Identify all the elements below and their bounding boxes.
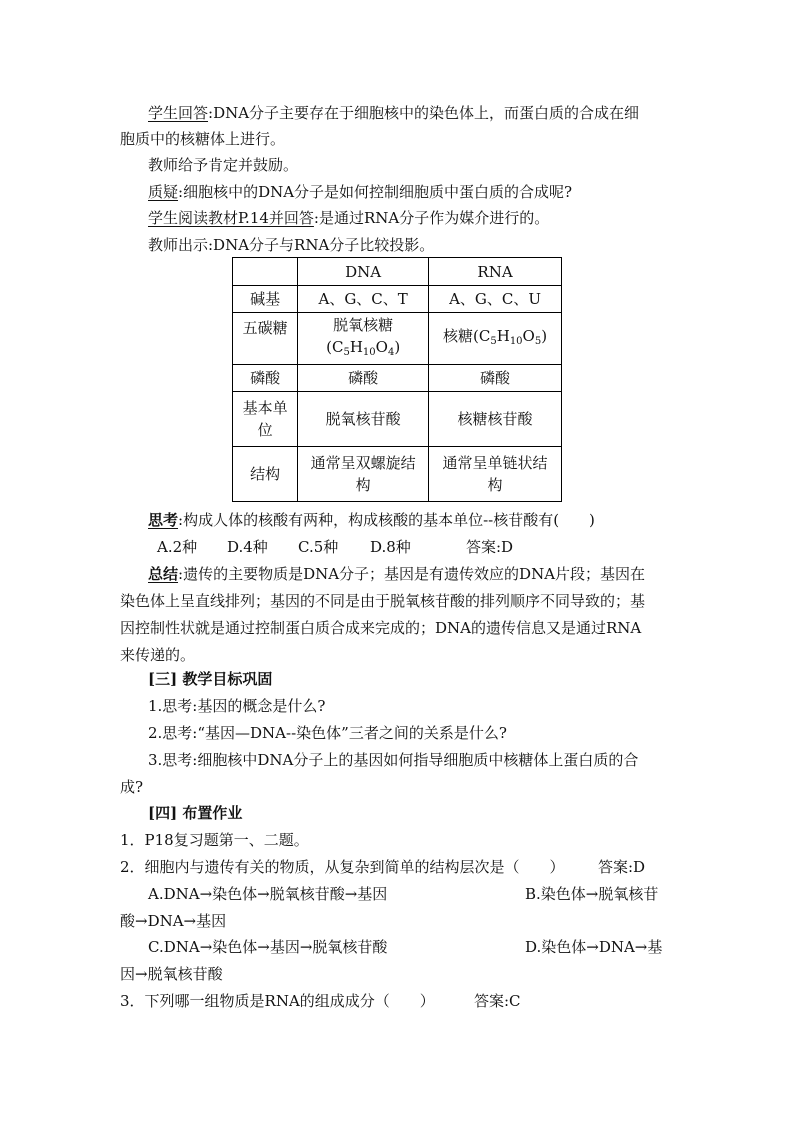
think-option: D.8种 (370, 538, 411, 556)
dna-cell: A、G、C、T (298, 286, 429, 313)
para-student-answer (148, 103, 639, 123)
row-label: 碱基 (233, 286, 298, 313)
student-read-text: :是通过RNA分子作为媒介进行的。 (313, 209, 550, 227)
section-heading: [四] 布置作业 (148, 804, 243, 822)
row-label: 五碳糖 (233, 313, 298, 365)
summary-text: :遗传的主要物质是DNA分子；基因是有遗传效应的DNA片段；基因在 (178, 565, 646, 583)
row-label: 磷酸 (233, 365, 298, 392)
dna-rna-comparison-table (232, 257, 562, 502)
table-row (233, 365, 562, 392)
think-option: C.5种 (298, 538, 339, 556)
homework-option: A.DNA→染色体→脱氧核苷酸→基因 (148, 885, 388, 903)
summary-line: 染色体上呈直线排列；基因的不同是由于脱氧核苷酸的排列顺序不同导致的；基 (120, 592, 646, 610)
para-summary (148, 564, 645, 584)
homework-option-cont: 因→脱氧核苷酸 (120, 965, 223, 983)
section-heading: [三] 教学目标巩固 (148, 670, 273, 688)
question-text: :细胞核中的DNA分子是如何控制细胞质中蛋白质的合成呢? (178, 183, 573, 201)
homework-option: B.染色体→脱氧核苷 (525, 885, 659, 903)
cell-line: 通常呈单链状结 (442, 454, 548, 472)
para-teacher-praise: 教师给予肯定并鼓励。 (148, 156, 299, 174)
think-answer: 答案:D (466, 538, 514, 556)
student-answer-line2: 胞质中的核糖体上进行。 (120, 130, 286, 148)
formula-subscript: 5 (343, 346, 350, 358)
dna-sugar-formula (300, 336, 426, 364)
rna-cell (429, 447, 562, 502)
cell-line: 通常呈双螺旋结 (310, 454, 416, 472)
dna-sugar-name: 脱氧核糖 (333, 315, 394, 334)
question-item: 2.思考:“基因—DNA--染色体”三者之间的关系是什么? (148, 724, 507, 742)
row-label: 结构 (233, 447, 298, 502)
formula-part: H (349, 337, 363, 356)
rna-cell (429, 313, 562, 365)
question-item: 3.思考:细胞核中DNA分子上的基因如何指导细胞质中核糖体上蛋白质的合 (148, 751, 639, 769)
formula-part: (C (326, 337, 344, 356)
para-think (148, 510, 595, 530)
homework-item: 2．细胞内与遗传有关的物质，从复杂到简单的结构层次是（ ） (120, 858, 565, 876)
dna-cell: 脱氧核苷酸 (298, 392, 429, 447)
formula-subscript: 10 (509, 335, 523, 347)
row-label (233, 392, 298, 447)
student-read-label: 学生阅读教材P.14并回答 (148, 209, 314, 227)
dna-cell (298, 313, 429, 365)
rna-cell: 磷酸 (429, 365, 562, 392)
homework-answer: 答案:D (598, 858, 646, 876)
formula-subscript: 4 (387, 346, 395, 358)
homework-option: D.染色体→DNA→基 (525, 938, 663, 956)
question-item-cont: 成? (120, 778, 144, 796)
summary-label: 总结 (148, 565, 179, 583)
dna-cell (298, 447, 429, 502)
formula-part: O (522, 326, 535, 345)
formula-subscript: 10 (362, 346, 376, 358)
rna-cell: A、G、C、U (429, 286, 562, 313)
formula-part: ) (394, 337, 401, 356)
table-row (233, 447, 562, 502)
table-header-cell (233, 258, 298, 286)
formula-part: H (496, 326, 510, 345)
row-label-line: 位 (257, 421, 273, 439)
formula-subscript: 5 (534, 335, 542, 347)
homework-answer: 答案:C (474, 992, 521, 1010)
formula-subscript: 5 (490, 335, 497, 347)
para-student-read (148, 208, 549, 228)
row-label-line: 基本单 (242, 399, 288, 417)
question-label: 质疑 (148, 183, 179, 201)
table-row (233, 313, 562, 365)
table-row (233, 392, 562, 447)
table-header-row (233, 258, 562, 286)
para-teacher-show: 教师出示:DNA分子与RNA分子比较投影。 (148, 236, 435, 254)
dna-cell: 磷酸 (298, 365, 429, 392)
think-label: 思考 (148, 511, 179, 529)
think-option: A.2种 (157, 538, 198, 556)
homework-option: C.DNA→染色体→基因→脱氧核苷酸 (148, 938, 388, 956)
table-header-cell: RNA (429, 258, 562, 286)
table-row (233, 286, 562, 313)
homework-item: 1．P18复习题第一、二题。 (120, 831, 309, 849)
student-answer-label: 学生回答 (148, 104, 209, 122)
rna-cell: 核糖核苷酸 (429, 392, 562, 447)
formula-part: O (375, 337, 388, 356)
think-option: D.4种 (227, 538, 268, 556)
para-question (148, 182, 572, 202)
summary-line: 来传递的。 (120, 646, 196, 664)
summary-line: 因控制性状就是通过控制蛋白质合成来完成的；DNA的遗传信息又是通过RNA (120, 619, 642, 637)
cell-line: 构 (355, 476, 371, 494)
rna-sugar-name: 核糖(C (443, 326, 491, 345)
cell-line: 构 (487, 476, 503, 494)
student-answer-text: :DNA分子主要存在于细胞核中的染色体上，而蛋白质的合成在细 (208, 104, 640, 122)
homework-option-cont: 酸→DNA→基因 (120, 912, 227, 930)
formula-part: ) (541, 326, 548, 345)
homework-item: 3．下列哪一组物质是RNA的组成成分（ ） (120, 992, 435, 1010)
question-item: 1.思考:基因的概念是什么? (148, 697, 326, 715)
think-text: :构成人体的核酸有两种，构成核酸的基本单位--核苷酸有( ) (178, 511, 595, 529)
table-header-cell: DNA (298, 258, 429, 286)
